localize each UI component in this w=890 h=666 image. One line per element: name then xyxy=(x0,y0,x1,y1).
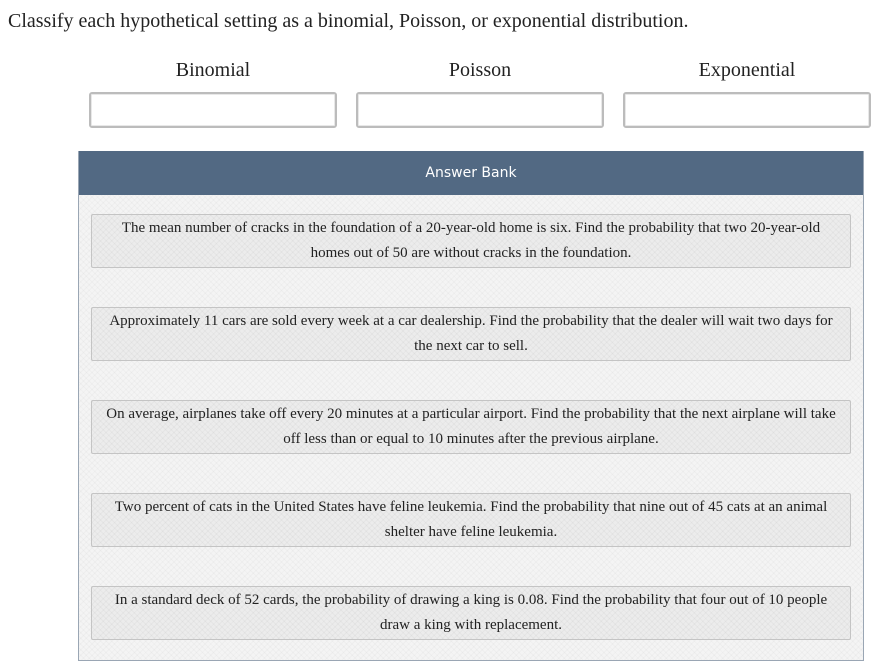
answer-bank xyxy=(78,151,864,661)
category-poisson xyxy=(356,58,604,82)
drop-zone-poisson[interactable] xyxy=(356,92,604,128)
answer-bank-header: Answer Bank xyxy=(79,151,863,195)
answer-card-cards[interactable]: In a standard deck of 52 cards, the probability of drawing a king is 0.08. Find the probability that four out of 10 people draw a king with replacement. xyxy=(91,586,851,640)
drop-zone-exponential[interactable] xyxy=(623,92,871,128)
category-label-poisson: Poisson xyxy=(448,59,512,81)
category-exponential xyxy=(623,58,871,82)
answer-card-cats[interactable]: Two percent of cats in the United States have feline leukemia. Find the probability that nine out of 45 cats at an animal shelter have feline leukemia. xyxy=(91,493,851,547)
answer-card-cars[interactable]: Approximately 11 cars are sold every week at a car dealership. Find the probability that the dealer will wait two days for the next car to sell. xyxy=(91,307,851,361)
drop-zone-binomial[interactable] xyxy=(89,92,337,128)
question-instruction: Classify each hypothetical setting as a binomial, Poisson, or exponential distribution. xyxy=(8,10,689,32)
answer-card-cracks[interactable]: The mean number of cracks in the foundation of a 20-year-old home is six. Find the probability that two 20-year-old homes out of 50 are without cracks in the foundation. xyxy=(91,214,851,268)
answer-card-airplanes[interactable]: On average, airplanes take off every 20 minutes at a particular airport. Find the probability that the next airplane will take off less than or equal to 10 minutes after the previous airplane. xyxy=(91,400,851,454)
category-label-exponential: Exponential xyxy=(698,59,796,81)
category-label-binomial: Binomial xyxy=(175,59,251,81)
category-binomial xyxy=(89,58,337,82)
